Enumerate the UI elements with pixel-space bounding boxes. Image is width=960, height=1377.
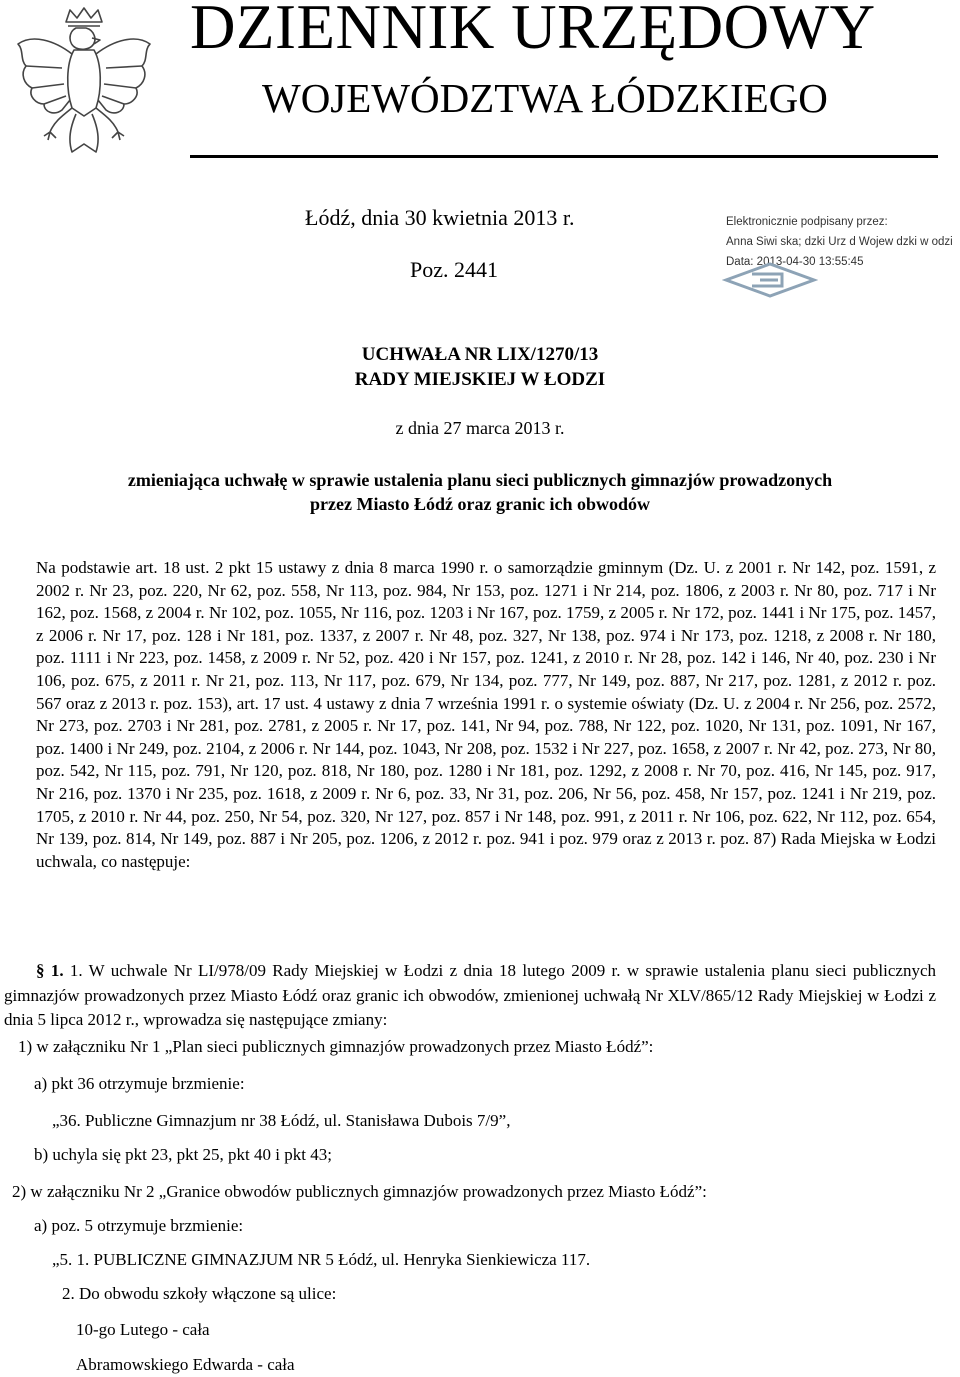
item-2a-quote: „5. 1. PUBLICZNE GIMNAZJUM NR 5 Łódź, ul. Henryka Sienkiewicza 117. xyxy=(52,1250,591,1269)
header-divider xyxy=(190,155,938,158)
gazette-masthead: DZIENNIK URZĘDOWY xyxy=(190,0,876,62)
position-number: Poz. 2441 xyxy=(410,257,498,282)
street-list-item: Abramowskiego Edwarda - cała xyxy=(76,1355,295,1374)
resolution-subject-line1: zmieniająca uchwałę w sprawie ustalenia planu sieci publicznych gimnazjów prowadzonych xyxy=(127,470,833,490)
publication-date: Łódź, dnia 30 kwietnia 2013 r. xyxy=(305,205,575,230)
resolution-date: z dnia 27 marca 2013 r. xyxy=(395,418,565,438)
item-2a: a) poz. 5 otrzymuje brzmienie: xyxy=(34,1216,244,1235)
item-1: 1) w załączniku Nr 1 „Plan sieci publicznych gimnazjów prowadzonych przez Miasto Łódź”: xyxy=(18,1037,654,1056)
section-1-marker: § 1. xyxy=(36,961,64,980)
resolution-council: RADY MIEJSKIEJ W ŁODZI xyxy=(354,369,606,390)
item-2: 2) w załączniku Nr 2 „Granice obwodów publicznych gimnazjów prowadzonych przez Miasto Łódź”: xyxy=(12,1182,707,1201)
item-1a: a) pkt 36 otrzymuje brzmienie: xyxy=(34,1074,245,1093)
signature-signer: Anna Siwi ska; dzki Urz d Wojew dzki w odzi xyxy=(726,236,953,248)
signature-date: Data: 2013-04-30 13:55:45 xyxy=(726,256,864,268)
item-1a-quote: „36. Publiczne Gimnazjum nr 38 Łódź, ul. Stanisława Dubois 7/9”, xyxy=(52,1111,511,1130)
street-list-item: 10-go Lutego - cała xyxy=(76,1320,210,1339)
item-2a-point2: 2. Do obwodu szkoły włączone są ulice: xyxy=(62,1284,337,1303)
resolution-subject-line2: przez Miasto Łódź oraz granic ich obwodów xyxy=(310,494,650,514)
resolution-number: UCHWAŁA NR LIX/1270/13 xyxy=(361,344,599,365)
signature-logo-icon xyxy=(722,262,818,298)
gazette-subtitle: WOJEWÓDZTWA ŁÓDZKIEGO xyxy=(262,75,828,121)
section-1-text: 1. W uchwale Nr LI/978/09 Rady Miejskiej w Łodzi z dnia 18 lutego 2009 r. w sprawie ustalenia planu sieci publicznych gimnazjów prowadzonych przez Miasto Łódź oraz granic ich obwodów, zmienionej uchwałą Nr XLV/865/12 Rady Miejskiej w Łodzi z dnia 5 lipca 2012 r., wprowadza się następujące zmiany: xyxy=(4,961,937,1029)
item-1b: b) uchyla się pkt 23, pkt 25, pkt 40 i pkt 43; xyxy=(34,1145,332,1164)
signature-label: Elektronicznie podpisany przez: xyxy=(726,216,888,228)
eagle-emblem-icon xyxy=(10,4,158,164)
legal-basis-paragraph: Na podstawie art. 18 ust. 2 pkt 15 ustawy z dnia 8 marca 1990 r. o samorządzie gminnym (Dz. U. z 2001 r. Nr 142, poz. 1591, z 2002 r. Nr 23, poz. 220, Nr 62, poz. 558, Nr 113, poz. 984, Nr 153, poz. 1271 i Nr 214, poz. 1806, z 2003 r. Nr 80, poz. 717 i Nr 162, poz. 1568, z 2004 r. Nr 102, poz. 1055, Nr 116, poz. 1203 i Nr 167, poz. 1759, z 2005 r. Nr 172, poz. 1441 i Nr 175, poz. 1457, z 2006 r. Nr 17, poz. 128 i Nr 181, poz. 1337, z 2007 r. Nr 48, poz. 327, Nr 138, poz. 974 i Nr 173, poz. 1218, z 2008 r. Nr 180, poz. 1111 i Nr 223, poz. 1458, z 2009 r. Nr 52, poz. 420 i Nr 157, poz. 1241, z 2010 r. Nr 28, poz. 142 i 146, Nr 40, poz. 230 i Nr 106, poz. 675, z 2011 r. Nr 21, poz. 113, Nr 117, poz. 679, Nr 134, poz. 777, Nr 149, poz. 887, Nr 217, poz. 1281, z 2012 r. poz. 567 oraz z 2013 r. poz. 153), art. 17 ust. 4 ustawy z dnia 7 września 1991 r. o systemie oświaty (Dz. U. z 2004 r. Nr 256, poz. 2572, Nr 273, poz. 2703 i Nr 281, poz. 2781, z 2005 r. Nr 17, poz. 141, Nr 94, poz. 788, Nr 122, poz. 1020, Nr 131, poz. 1091, Nr 167, poz. 1400 i Nr 249, poz. 2104, z 2006 r. Nr 144, poz. 1043, Nr 208, poz. 1532 i Nr 227, poz. 1658, z 2007 r. Nr 42, poz. 273, Nr 80, poz. 542, Nr 115, poz. 791, Nr 120, poz. 818, Nr 180, poz. 1280 i Nr 181, poz. 1292, z 2008 r. Nr 70, poz. 416, Nr 145, poz. 917, Nr 216, poz. 1370 i Nr 235, poz. 1618, z 2009 r. Nr 6, poz. 33, Nr 31, poz. 206, Nr 56, poz. 458, Nr 157, poz. 1241 i Nr 219, poz. 1705, z 2010 r. Nr 44, poz. 250, Nr 54, poz. 320, Nr 127, poz. 857 i Nr 148, poz. 991, z 2011 r. Nr 106, poz. 622, Nr 112, poz. 654, Nr 139, poz. 814, Nr 149, poz. 887 i Nr 205, poz. 1206, z 2012 r. poz. 941 i poz. 979 oraz z 2013 r. poz. 87) Rada Miejska w Łodzi uchwala, co następuje: xyxy=(36,558,936,871)
section-1-paragraph xyxy=(4,959,936,1033)
